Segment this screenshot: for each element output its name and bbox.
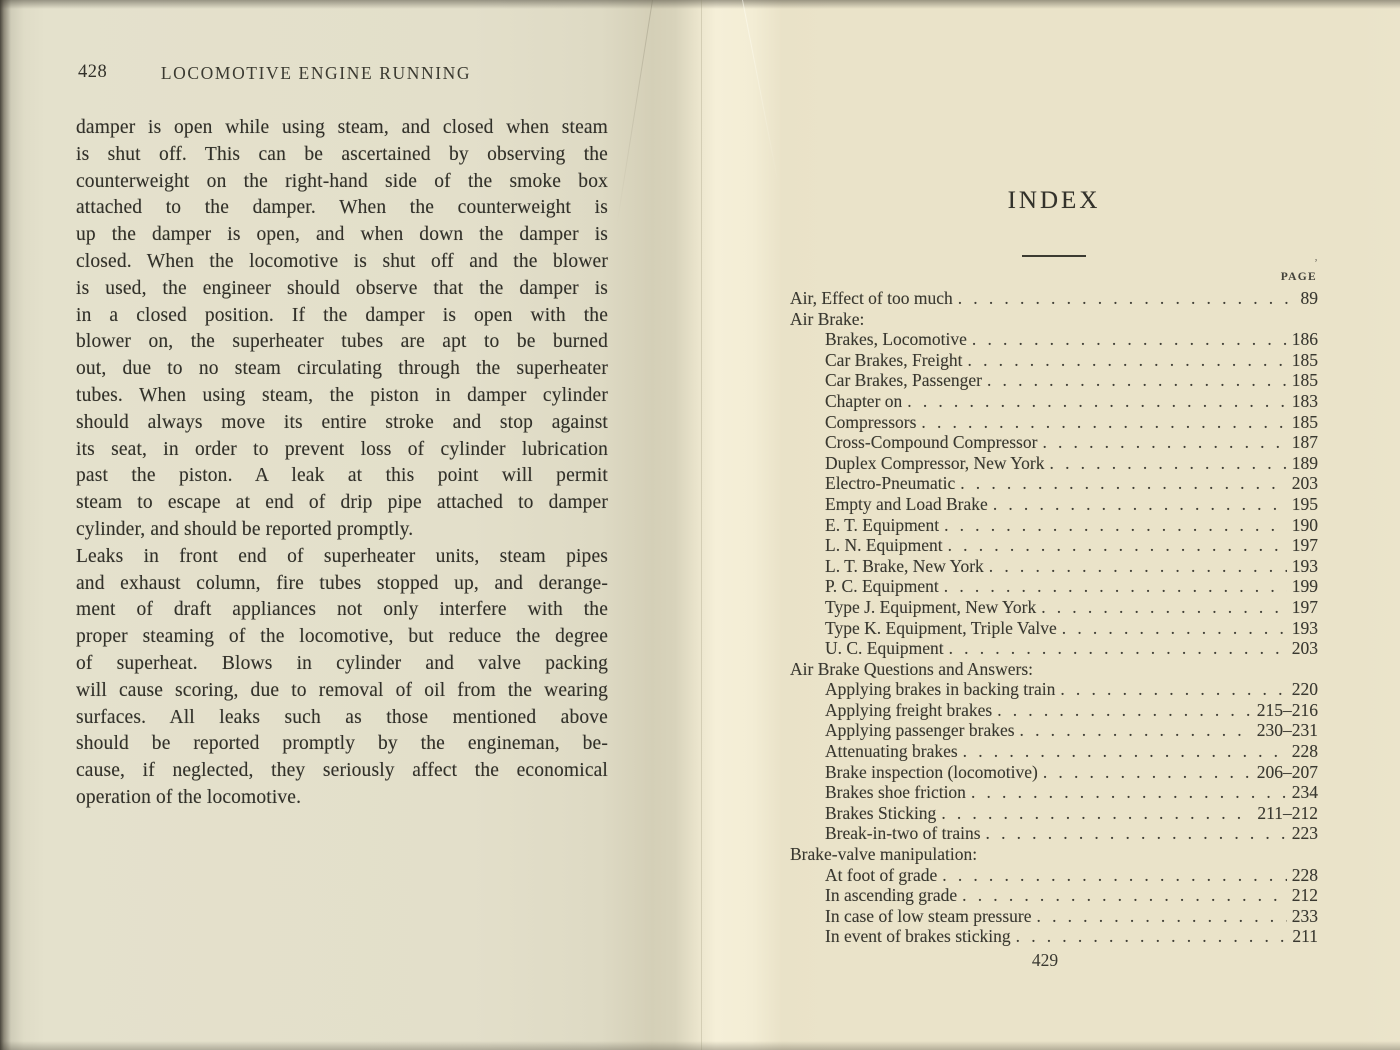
dot-leader [972, 329, 1287, 350]
text-line: operation of the locomotive. [76, 786, 302, 808]
index-entry [790, 309, 1318, 330]
dot-leader [942, 865, 1286, 886]
index-entry-label: Brake-valve manipulation: [790, 844, 978, 865]
text-line: should be reported promptly by the engineman, be- [76, 733, 608, 755]
index-entry [790, 597, 1318, 618]
index-entry [790, 432, 1318, 453]
index-entry-page: 233 [1291, 905, 1318, 926]
index-entry-page: 185 [1291, 411, 1318, 432]
left-page-number: 428 [78, 62, 108, 82]
text-line: cause, if neglected, they seriously affect the economical [76, 760, 608, 782]
dot-leader [1041, 597, 1287, 618]
index-entry-label: At foot of grade [825, 864, 938, 885]
index-entry-page: 234 [1291, 782, 1318, 803]
index-entry [790, 329, 1318, 350]
index-entry [790, 576, 1318, 597]
index-entry-label: Air, Effect of too much [790, 288, 953, 308]
text-line: will cause scoring, due to removal of oil from the wearing [76, 679, 608, 701]
index-entry-page: 185 [1291, 349, 1318, 370]
index-entry-label: Applying brakes in backing train [825, 679, 1056, 700]
dot-leader [958, 288, 1296, 309]
dot-leader [989, 556, 1287, 577]
dot-leader [921, 412, 1286, 433]
gutter-fold-line [701, 0, 702, 1050]
dot-leader [949, 638, 1287, 659]
index-entry-page: 190 [1291, 514, 1318, 535]
dot-leader [971, 782, 1287, 803]
index-entry-page: 187 [1291, 432, 1318, 453]
text-line: ment of draft appliances not only interfere with the [76, 599, 608, 621]
index-entry-label: L. T. Brake, New York [825, 555, 984, 576]
index-entry-page: 215–216 [1256, 699, 1318, 720]
left-page-body [76, 115, 608, 812]
index-entry-page: 197 [1291, 535, 1318, 556]
index-entry-label: Chapter on [825, 390, 903, 411]
index-entry [790, 823, 1318, 844]
index-entry [790, 885, 1318, 906]
index-entry-page: 193 [1291, 617, 1318, 638]
index-entry-label: Cross-Compound Compressor [825, 432, 1038, 453]
text-line: closed. When the locomotive is shut off and the blower [76, 250, 608, 272]
text-line: Leaks in front end of superheater units, steam pipes [76, 545, 608, 567]
index-entry-page: 193 [1291, 555, 1318, 576]
right-page [790, 188, 1318, 971]
text-line: tubes. When using steam, the piston in damper cylinder [76, 384, 608, 406]
text-line: is shut off. This can be ascertained by observing the [76, 143, 608, 165]
text-line: its seat, in order to prevent loss of cylinder lubrication [76, 438, 608, 460]
index-entry-label: Break-in-two of trains [825, 823, 981, 844]
index-entry-page: 197 [1291, 596, 1318, 617]
index-list [790, 288, 1318, 947]
index-entry [790, 618, 1318, 639]
dot-leader [963, 741, 1287, 762]
index-entry-label: Brakes, Locomotive [825, 329, 967, 350]
dot-leader [962, 885, 1287, 906]
dot-leader [997, 700, 1252, 721]
index-entry-page: 211–212 [1257, 802, 1318, 823]
index-entry [790, 494, 1318, 515]
page-column-header: PAGE [1280, 271, 1317, 283]
index-entry [790, 412, 1318, 433]
index-entry-label: Air Brake: [790, 308, 865, 329]
dot-leader [1016, 926, 1288, 947]
index-entry [790, 762, 1318, 783]
index-entry [790, 453, 1318, 474]
index-entry [790, 679, 1318, 700]
text-line: cylinder, and should be reported promptly. [76, 518, 414, 540]
text-line: proper steaming of the locomotive, but reduce the degree [76, 626, 608, 648]
index-entry [790, 844, 1318, 865]
index-entry-label: Electro-Pneumatic [825, 473, 956, 494]
title-divider-rule [1022, 255, 1086, 257]
dot-leader [1060, 679, 1286, 700]
text-line: of superheat. Blows in cylinder and valve packing [76, 652, 608, 674]
index-entry-label: U. C. Equipment [825, 638, 944, 659]
scan-speck: ʼ [1314, 256, 1318, 270]
index-entry-label: Brake inspection (locomotive) [825, 761, 1038, 782]
dot-leader [1042, 432, 1286, 453]
index-entry [790, 473, 1318, 494]
dot-leader [968, 350, 1287, 371]
paragraph-1 [76, 115, 608, 544]
index-entry-page: 230–231 [1256, 720, 1318, 741]
index-entry-page: 228 [1291, 741, 1318, 762]
running-title: LOCOMOTIVE ENGINE RUNNING [160, 63, 472, 83]
index-entry-page: 203 [1291, 473, 1318, 494]
index-entry [790, 515, 1318, 536]
text-line: is used, the engineer should observe that the damper is [76, 277, 608, 299]
right-page-number: 429 [1031, 950, 1059, 970]
text-line: past the piston. A leak at this point will permit [76, 465, 608, 487]
index-entry-label: Type K. Equipment, Triple Valve [825, 617, 1057, 638]
index-entry [790, 288, 1318, 309]
index-entry-label: Attenuating brakes [825, 741, 958, 762]
text-line: attached to the damper. When the counterweight is [76, 197, 608, 219]
index-entry-page: 89 [1300, 288, 1318, 308]
index-title: INDEX [1007, 187, 1101, 214]
index-entry [790, 370, 1318, 391]
index-entry-page: 189 [1291, 452, 1318, 473]
index-entry-label: Air Brake Questions and Answers: [790, 658, 1034, 679]
index-entry-label: Brakes Sticking [825, 802, 937, 823]
dot-leader [941, 803, 1252, 824]
text-line: and exhaust column, fire tubes stopped up, and derange- [76, 572, 608, 594]
gutter-crease-highlight [742, 0, 779, 187]
index-entry [790, 638, 1318, 659]
index-entry-label: Car Brakes, Passenger [825, 370, 982, 391]
dot-leader [960, 473, 1287, 494]
index-entry [790, 700, 1318, 721]
dot-leader [993, 494, 1287, 515]
index-entry-label: Empty and Load Brake [825, 493, 988, 514]
index-entry-page: 211 [1292, 926, 1318, 947]
index-entry-label: In case of low steam pressure [825, 905, 1032, 926]
text-line: out, due to no steam circulating through the superheater [76, 358, 608, 380]
index-entry [790, 535, 1318, 556]
index-entry-page: 185 [1291, 370, 1318, 391]
dot-leader [986, 823, 1287, 844]
index-entry [790, 865, 1318, 886]
index-entry-page: 206–207 [1256, 761, 1318, 782]
index-entry-page: 183 [1291, 390, 1318, 411]
text-line: up the damper is open, and when down the damper is [76, 224, 608, 246]
text-line: surfaces. All leaks such as those mentioned above [76, 706, 608, 728]
left-page [76, 62, 608, 812]
index-entry-label: Type J. Equipment, New York [825, 596, 1037, 617]
index-entry-label: Compressors [825, 411, 917, 432]
index-entry [790, 782, 1318, 803]
index-entry-label: Brakes shoe friction [825, 782, 966, 803]
text-line: steam to escape at end of drip pipe attached to damper [76, 492, 608, 514]
index-entry-page: 220 [1291, 679, 1318, 700]
index-entry [790, 350, 1318, 371]
index-entry-label: E. T. Equipment [825, 514, 940, 535]
index-entry-label: L. N. Equipment [825, 535, 943, 556]
dot-leader [1020, 720, 1252, 741]
index-entry [790, 556, 1318, 577]
index-entry-label: Duplex Compressor, New York [825, 452, 1045, 473]
text-line: in a closed position. If the damper is open with the [76, 304, 608, 326]
dot-leader [944, 576, 1287, 597]
index-entry [790, 803, 1318, 824]
index-entry-page: 186 [1291, 329, 1318, 350]
index-entry [790, 926, 1318, 947]
text-line: blower on, the superheater tubes are apt to be burned [76, 331, 608, 353]
index-entry [790, 720, 1318, 741]
text-line: should always move its entire stroke and stop against [76, 411, 608, 433]
index-entry [790, 391, 1318, 412]
paragraph-2 [76, 544, 608, 812]
left-page-header [76, 62, 608, 86]
index-entry-page: 212 [1291, 885, 1318, 906]
index-entry-label: Car Brakes, Freight [825, 349, 963, 370]
index-entry [790, 741, 1318, 762]
dot-leader [907, 391, 1286, 412]
index-entry-label: P. C. Equipment [825, 576, 939, 597]
index-entry-label: Applying freight brakes [825, 699, 993, 720]
index-entry [790, 906, 1318, 927]
index-entry [790, 659, 1318, 680]
index-entry-page: 203 [1291, 638, 1318, 659]
index-entry-page: 228 [1291, 864, 1318, 885]
text-line: damper is open while using steam, and closed when steam [76, 117, 608, 138]
dot-leader [1037, 906, 1287, 927]
text-line: counterweight on the right-hand side of the smoke box [76, 170, 608, 192]
gutter-crease-shadow [616, 0, 653, 227]
dot-leader [1062, 618, 1287, 639]
dot-leader [948, 535, 1287, 556]
index-entry-label: Applying passenger brakes [825, 720, 1015, 741]
dot-leader [1043, 762, 1252, 783]
dot-leader [1050, 453, 1287, 474]
dot-leader [987, 370, 1287, 391]
index-entry-page: 195 [1291, 493, 1318, 514]
index-entry-label: In event of brakes sticking [825, 926, 1011, 947]
index-entry-page: 199 [1291, 576, 1318, 597]
dot-leader [944, 515, 1287, 536]
index-entry-page: 223 [1291, 823, 1318, 844]
index-entry-label: In ascending grade [825, 885, 958, 906]
